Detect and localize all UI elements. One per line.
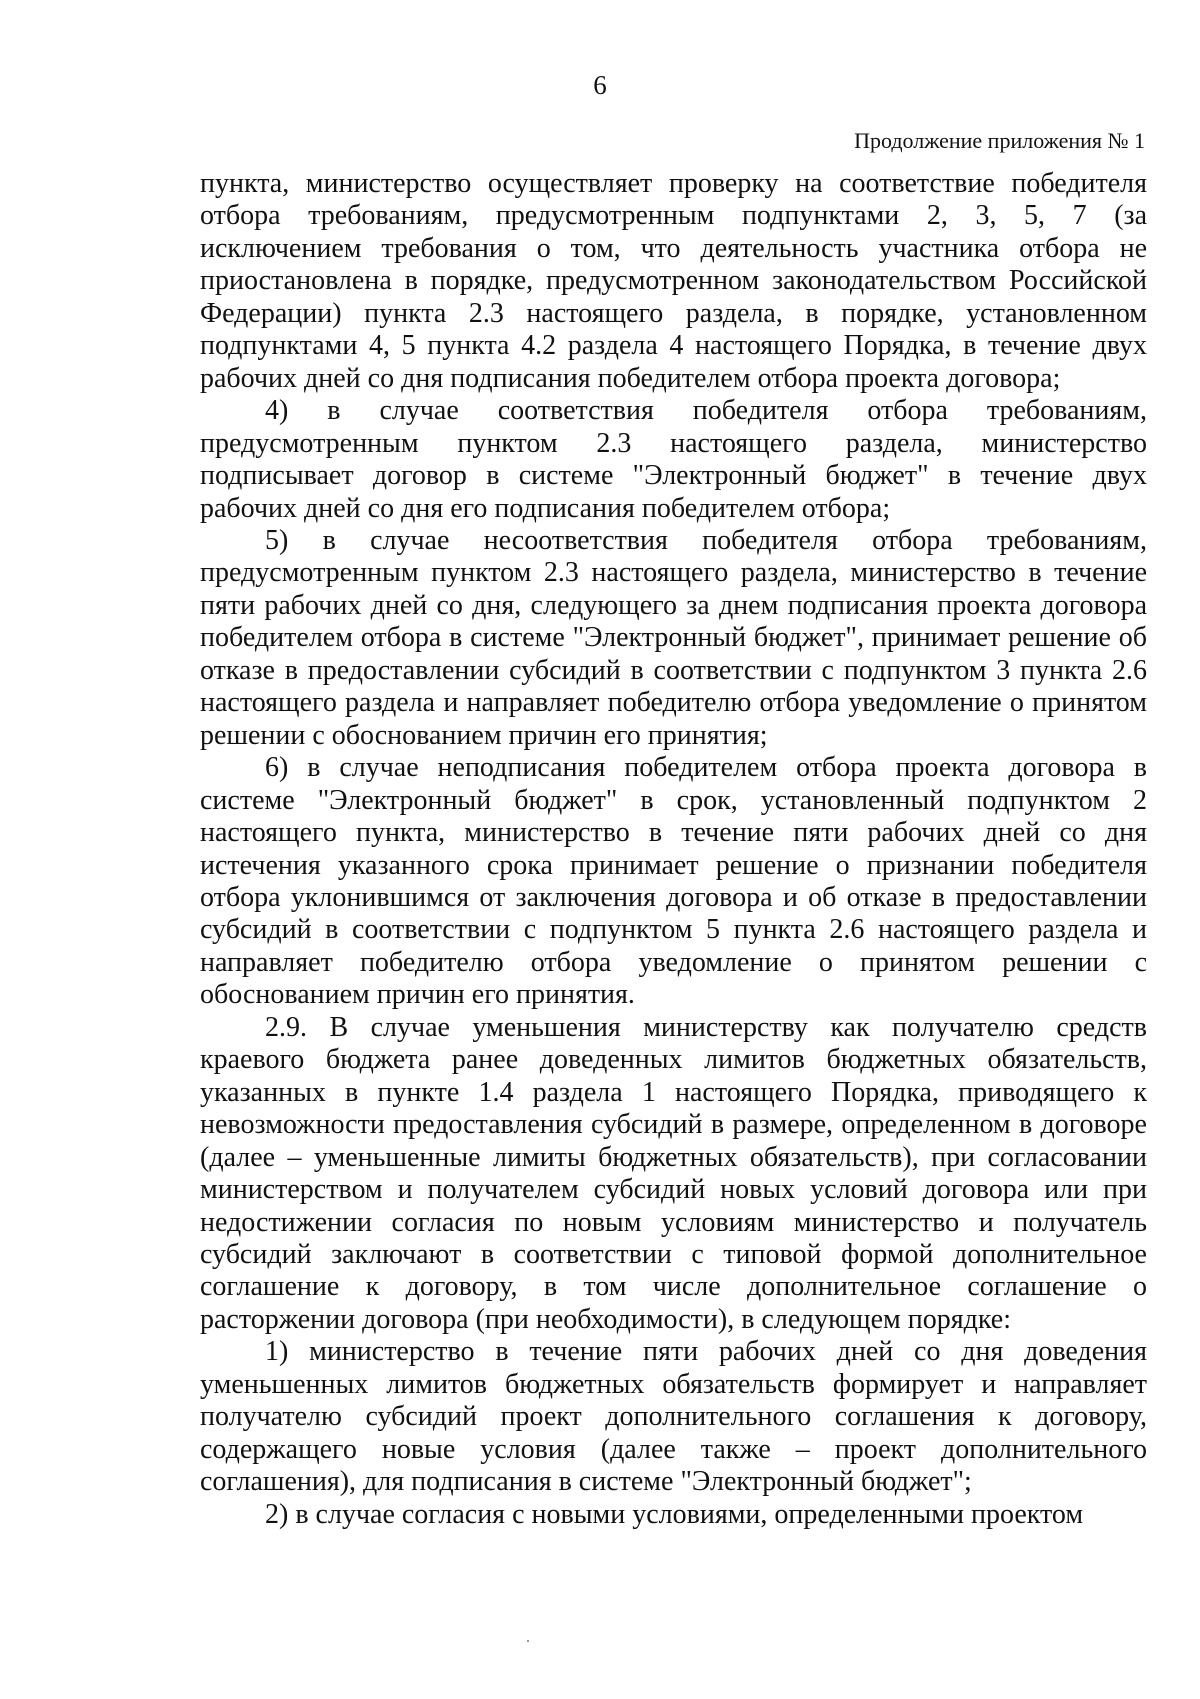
page-number: 6 (593, 70, 607, 100)
paragraph-subitem-2: 2) в случае согласия с новыми условиями, определенными проектом (265, 1498, 1084, 1530)
appendix-header: Продолжение приложения № 1 (854, 128, 1145, 153)
paragraph-continuation: пункта, министерство осуществляет проверку на соответствие победителя отбора требованиям, предусмотренным подпунктами 2, 3, 5, 7 (за исключением требования о том, что деятельность участника отбора не приостановлена в порядке, предусмотренном законодательством Российской Федерации) пункта 2.3 настоящего раздела, в порядке, установленном подпунктами 4, 5 пункта 4.2 раздела 4 настоящего Порядка, в течение двух рабочих дней со дня подписания победителем отбора проекта договора; (200, 168, 1147, 394)
paragraph-section-2-9: 2.9. В случае уменьшения министерству как получателю средств краевого бюджета ранее доведенных лимитов бюджетных обязательств, указанных в пункте 1.4 раздела 1 настоящего Порядка, приводящего к невозможности предоставления субсидий в размере, определенном в договоре (далее – уменьшенные лимиты бюджетных обязательств), при согласовании министерством и получателем субсидий новых условий договора или при недостижении согласия по новым условиям министерство и получатель субсидий заключают в соответствии с типовой формой дополнительное соглашение к договору, в том числе дополнительное соглашение о расторжении договора (при необходимости), в следующем порядке: (200, 1011, 1147, 1335)
paragraph-item-5: 5) в случае несоответствия победителя отбора требованиям, предусмотренным пунктом 2.3 настоящего раздела, министерство в течение пяти рабочих дней со дня, следующего за днем подписания проекта договора победителем отбора в системе "Электронный бюджет", принимает решение об отказе в предоставлении субсидий в соответствии с подпунктом 3 пункта 2.6 настоящего раздела и направляет победителю отбора уведомление о принятом решении с обоснованием причин его принятия; (200, 524, 1147, 751)
document-body (200, 168, 1147, 1531)
scan-speck (527, 1640, 529, 1642)
paragraph-item-6: 6) в случае неподписания победителем отбора проекта договора в системе "Электронный бюджет" в срок, установленный подпунктом 2 настоящего пункта, министерство в течение пяти рабочих дней со дня истечения указанного срока принимает решение о признании победителя отбора уклонившимся от заключения договора и об отказе в предоставлении субсидий в соответствии с подпунктом 5 пункта 2.6 настоящего раздела и направляет победителю отбора уведомление о принятом решении с обоснованием причин его принятия. (200, 752, 1147, 1011)
paragraph-subitem-1: 1) министерство в течение пяти рабочих дней со дня доведения уменьшенных лимитов бюджетных обязательств формирует и направляет получателю субсидий проект дополнительного соглашения к договору, содержащего новые условия (далее также – проект дополнительного соглашения), для подписания в системе "Электронный бюджет"; (200, 1336, 1147, 1498)
paragraph-item-4: 4) в случае соответствия победителя отбора требованиям, предусмотренным пунктом 2.3 настоящего раздела, министерство подписывает договор в системе "Электронный бюджет" в течение двух рабочих дней со дня его подписания победителем отбора; (200, 395, 1147, 524)
